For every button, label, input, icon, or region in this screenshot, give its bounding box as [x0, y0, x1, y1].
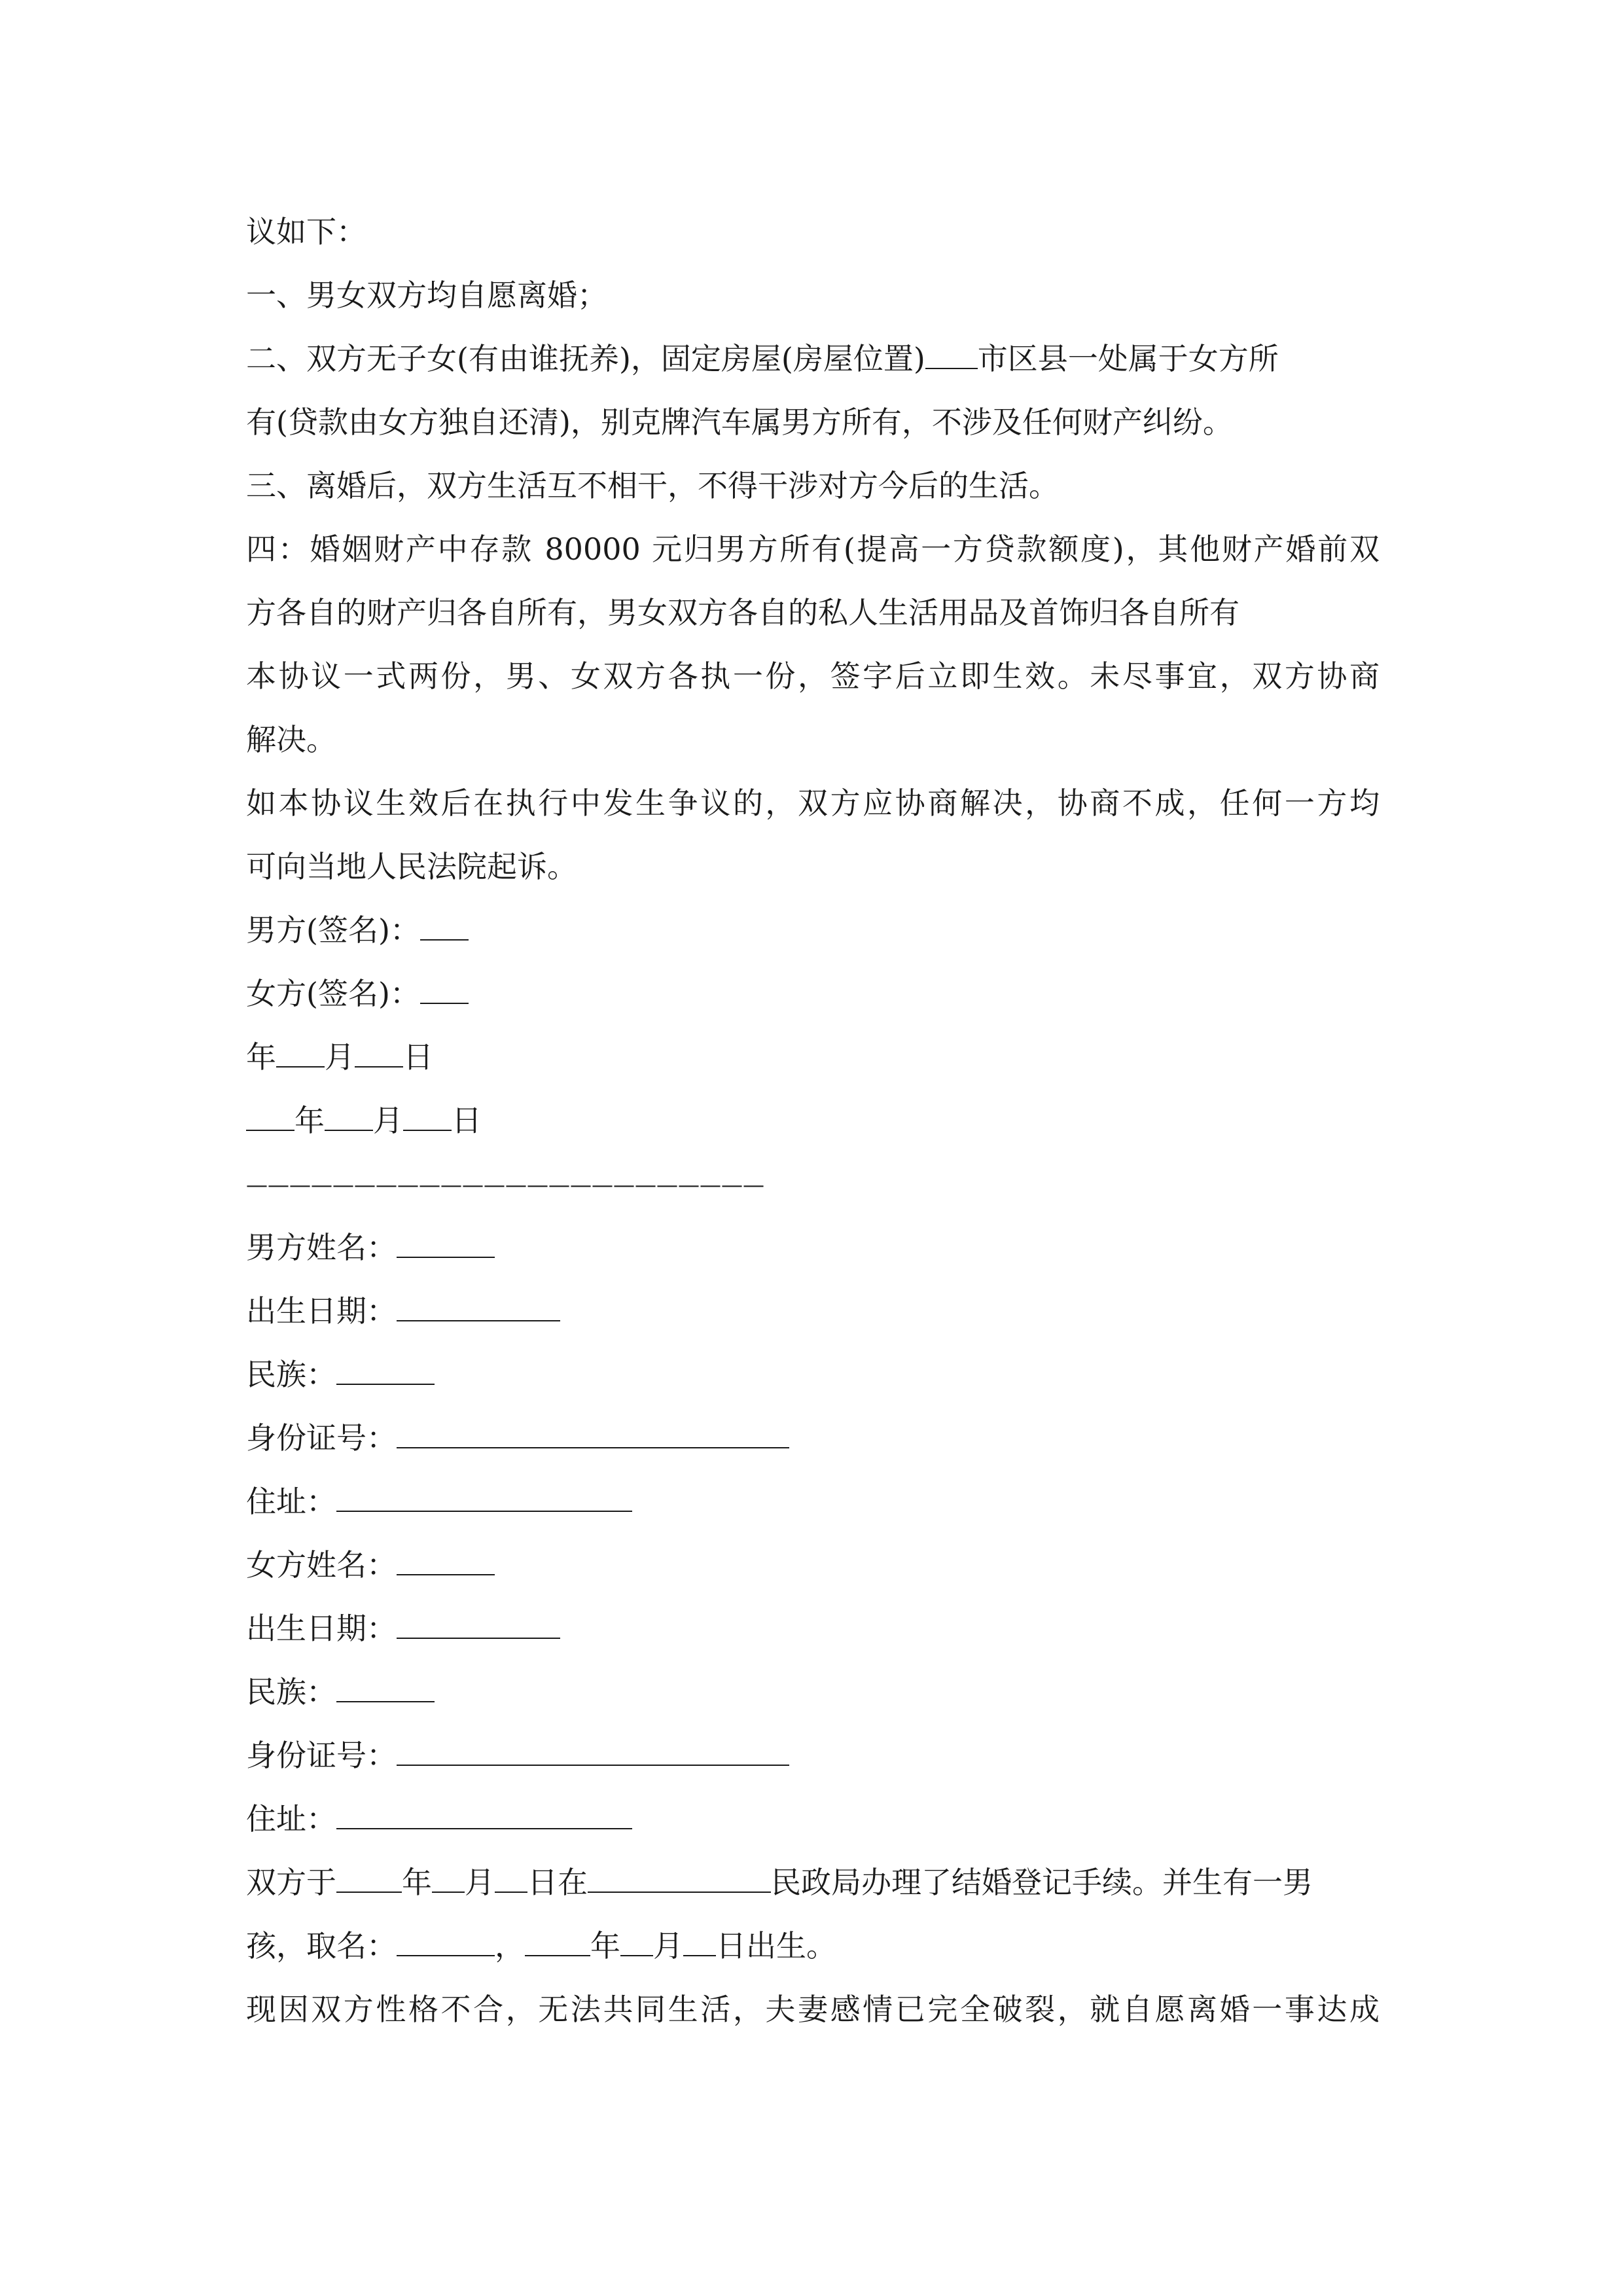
child-birth-year-blank	[525, 1954, 590, 1956]
clause-two-text: 二、双方无子女(有由谁抚养)，固定房屋(房屋位置)	[246, 341, 925, 376]
date-year-blank	[246, 1129, 294, 1131]
male-id-field	[246, 1407, 1380, 1470]
date-day-blank	[403, 1129, 452, 1131]
marriage-text: 双方于	[246, 1865, 336, 1900]
child-birth-month-blank	[620, 1954, 653, 1956]
male-signature-line	[246, 899, 1380, 962]
clause-three: 三、离婚后，双方生活互不相干，不得干涉对方今后的生活。	[246, 468, 1059, 503]
female-address-blank	[336, 1827, 632, 1829]
date-day-blank	[355, 1066, 403, 1067]
divorce-reason-line: 现因双方性格不合，无法共同生活，夫妻感情已完全破裂，就自愿离婚一事达成	[246, 1992, 1380, 2027]
date-day-label: 日	[403, 1039, 433, 1075]
female-name-label: 女方姓名：	[246, 1547, 397, 1583]
male-birthdate-blank	[397, 1319, 560, 1321]
marriage-registration-line	[246, 1851, 1380, 1914]
male-address-blank	[336, 1510, 632, 1512]
male-signature-label: 男方(签名)：	[246, 912, 420, 948]
male-address-label: 住址：	[246, 1484, 336, 1519]
female-signature-line	[246, 962, 1380, 1026]
date-month-blank	[325, 1129, 373, 1131]
copies-clause: 本协议一式两份，男、女双方各执一份，签字后立即生效。未尽事宜，双方协商	[246, 658, 1380, 694]
female-birthdate-label: 出生日期：	[246, 1611, 397, 1646]
clause-two-text-end: 市区县一处属于女方所	[977, 341, 1279, 376]
marriage-year-blank	[336, 1891, 402, 1893]
clause-four: 四：婚姻财产中存款 80000 元归男方所有(提高一方贷款额度)，其他财产婚前双	[246, 531, 1380, 567]
male-birthdate-field	[246, 1280, 1380, 1343]
marriage-text-end: 民政局办理了结婚登记手续。并生有一男	[771, 1865, 1313, 1900]
male-ethnicity-field	[246, 1343, 1380, 1407]
date-day-label: 日	[452, 1103, 482, 1138]
civil-affairs-bureau-blank	[588, 1891, 771, 1893]
clause-two-continued: 有(贷款由女方独自还清)，别克牌汽车属男方所有，不涉及任何财产纠纷。	[246, 404, 1233, 440]
child-name-blank	[397, 1954, 495, 1956]
dispute-clause: 如本协议生效后在执行中发生争议的，双方应协商解决，协商不成，任何一方均	[246, 785, 1380, 821]
female-address-label: 住址：	[246, 1801, 336, 1837]
date-month-blank	[276, 1066, 325, 1067]
dispute-clause-continued: 可向当地人民法院起诉。	[246, 849, 577, 884]
male-id-label: 身份证号：	[246, 1420, 397, 1456]
agreement-body	[246, 200, 1380, 2041]
male-ethnicity-label: 民族：	[246, 1357, 336, 1392]
section-divider: ————————————————————————	[246, 1172, 764, 1197]
male-id-blank	[397, 1446, 789, 1448]
clause-two	[246, 327, 1380, 391]
female-name-blank	[397, 1573, 495, 1575]
female-id-label: 身份证号：	[246, 1738, 397, 1773]
female-birthdate-field	[246, 1597, 1380, 1660]
date-year-label: 年	[246, 1039, 276, 1075]
date-line-two	[246, 1089, 1380, 1153]
marriage-month-label: 月	[465, 1865, 495, 1900]
copies-clause-continued: 解决。	[246, 722, 336, 757]
marriage-day-label: 日在	[527, 1865, 588, 1900]
child-comma: ，	[495, 1928, 525, 1964]
date-year-label: 年	[294, 1103, 325, 1138]
female-signature-label: 女方(签名)：	[246, 976, 420, 1011]
child-name-label: 孩，取名：	[246, 1928, 397, 1964]
date-month-label: 月	[373, 1103, 403, 1138]
child-birth-month-label: 月	[653, 1928, 683, 1964]
child-birth-day-label: 日出生。	[716, 1928, 836, 1964]
child-birth-day-blank	[683, 1954, 716, 1956]
child-info-line	[246, 1914, 1380, 1978]
male-name-label: 男方姓名：	[246, 1230, 397, 1265]
marriage-month-blank	[432, 1891, 465, 1893]
male-birthdate-label: 出生日期：	[246, 1293, 397, 1329]
female-id-blank	[397, 1764, 789, 1766]
clause-four-continued: 方各自的财产归各自所有，男女双方各自的私人生活用品及首饰归各自所有	[246, 595, 1240, 630]
agreement-line: 议如下：	[246, 214, 366, 249]
marriage-year-label: 年	[402, 1865, 432, 1900]
female-birthdate-blank	[397, 1637, 560, 1639]
female-ethnicity-blank	[336, 1700, 435, 1702]
male-address-field	[246, 1470, 1380, 1534]
clause-one: 一、男女双方均自愿离婚；	[246, 278, 607, 313]
female-ethnicity-label: 民族：	[246, 1674, 336, 1710]
marriage-day-blank	[495, 1891, 527, 1893]
female-name-field	[246, 1534, 1380, 1597]
date-line-one	[246, 1026, 1380, 1089]
child-birth-year-label: 年	[590, 1928, 620, 1964]
female-ethnicity-field	[246, 1660, 1380, 1724]
female-id-field	[246, 1724, 1380, 1787]
male-name-blank	[397, 1256, 495, 1258]
male-name-field	[246, 1216, 1380, 1280]
male-signature-blank	[420, 939, 469, 941]
female-signature-blank	[420, 1002, 469, 1004]
male-ethnicity-blank	[336, 1383, 435, 1385]
house-location-blank	[925, 367, 978, 369]
female-address-field	[246, 1787, 1380, 1851]
date-month-label: 月	[325, 1039, 355, 1075]
